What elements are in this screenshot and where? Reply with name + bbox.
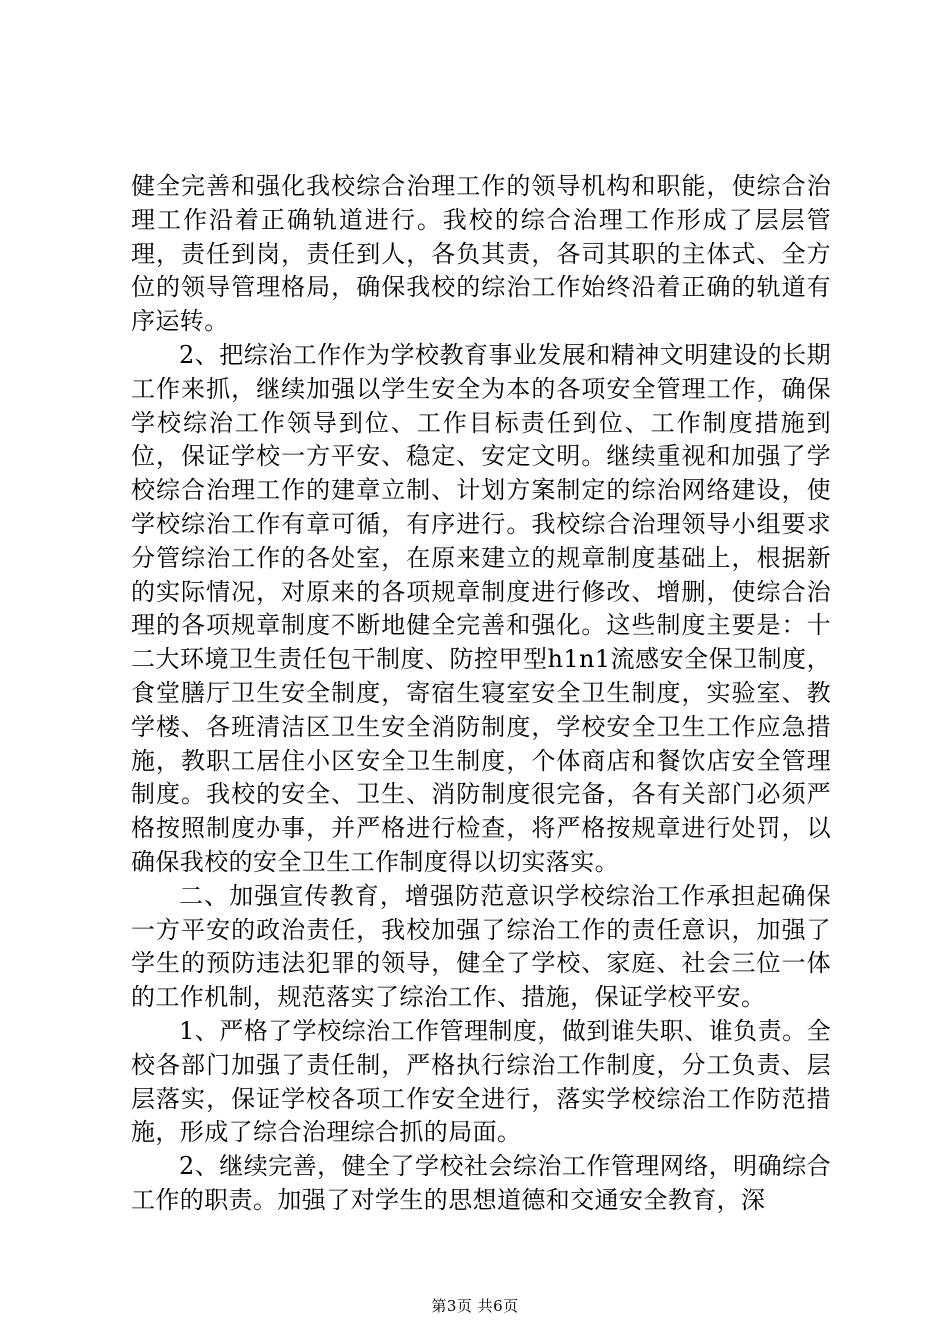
document-body [131, 170, 831, 1218]
paragraph-item-1: 1、严格了学校综治工作管理制度，做到谁失职、谁负责。全校各部门加强了责任制，严格执行综治工作制度，分工负责、层层落实，保证学校各项工作安全进行，落实学校综治工作防范措施，形成了综合治理综合抓的局面。 [131, 1016, 831, 1147]
paragraph-continued: 健全完善和强化我校综合治理工作的领导机构和职能，使综合治理工作沿着正确轨道进行。我校的综合治理工作形成了层层管理，责任到岗，责任到人，各负其责，各司其职的主体式、全方位的领导管理格局，确保我校的综治工作始终沿着正确的轨道有序运转。 [131, 172, 831, 336]
paragraph-item-2: 2、把综治工作作为学校教育事业发展和精神文明建设的长期工作来抓，继续加强以学生安全为本的各项安全管理工作，确保学校综治工作领导到位、工作目标责任到位、工作制度措施到位，保证学校一方平安、稳定、安定文明。继续重视和加强了学校综合治理工作的建章立制、计划方案制定的综治网络建设，使学校综治工作有章可循，有序进行。我校综合治理领导小组要求分管综治工作的各处室，在原来建立的规章制度基础上，根据新的实际情况，对原来的各项规章制度进行修改、增删，使综合治理的各项规章制度不断地健全完善和强化。这些制度主要是：十二大环境卫生责任包干制度、防控甲型h1n1流感安全保卫制度，食堂膳厅卫生安全制度，寄宿生寝室安全卫生制度，实验室、教学楼、各班清洁区卫生安全消防制度，学校安全卫生工作应急措施，教职工居住小区安全卫生制度，个体商店和餐饮店安全管理制度。我校的安全、卫生、消防制度很完备，各有关部门必须严格按照制度办事，并严格进行检查，将严格按规章进行处罚，以确保我校的安全卫生工作制度得以切实落实。 [131, 340, 831, 876]
page-number-footer: 第3页 共6页 [431, 1297, 519, 1315]
paragraph-item-2b: 2、继续完善，健全了学校社会综治工作管理网络，明确综合工作的职责。加强了对学生的思想道德和交通安全教育，深 [131, 1152, 831, 1214]
paragraph-section-2: 二、加强宣传教育，增强防范意识学校综治工作承担起确保一方平安的政治责任，我校加强了综治工作的责任意识，加强了学生的预防违法犯罪的领导，健全了学校、家庭、社会三位一体的工作机制，规范落实了综治工作、措施，保证学校平安。 [131, 881, 831, 1012]
